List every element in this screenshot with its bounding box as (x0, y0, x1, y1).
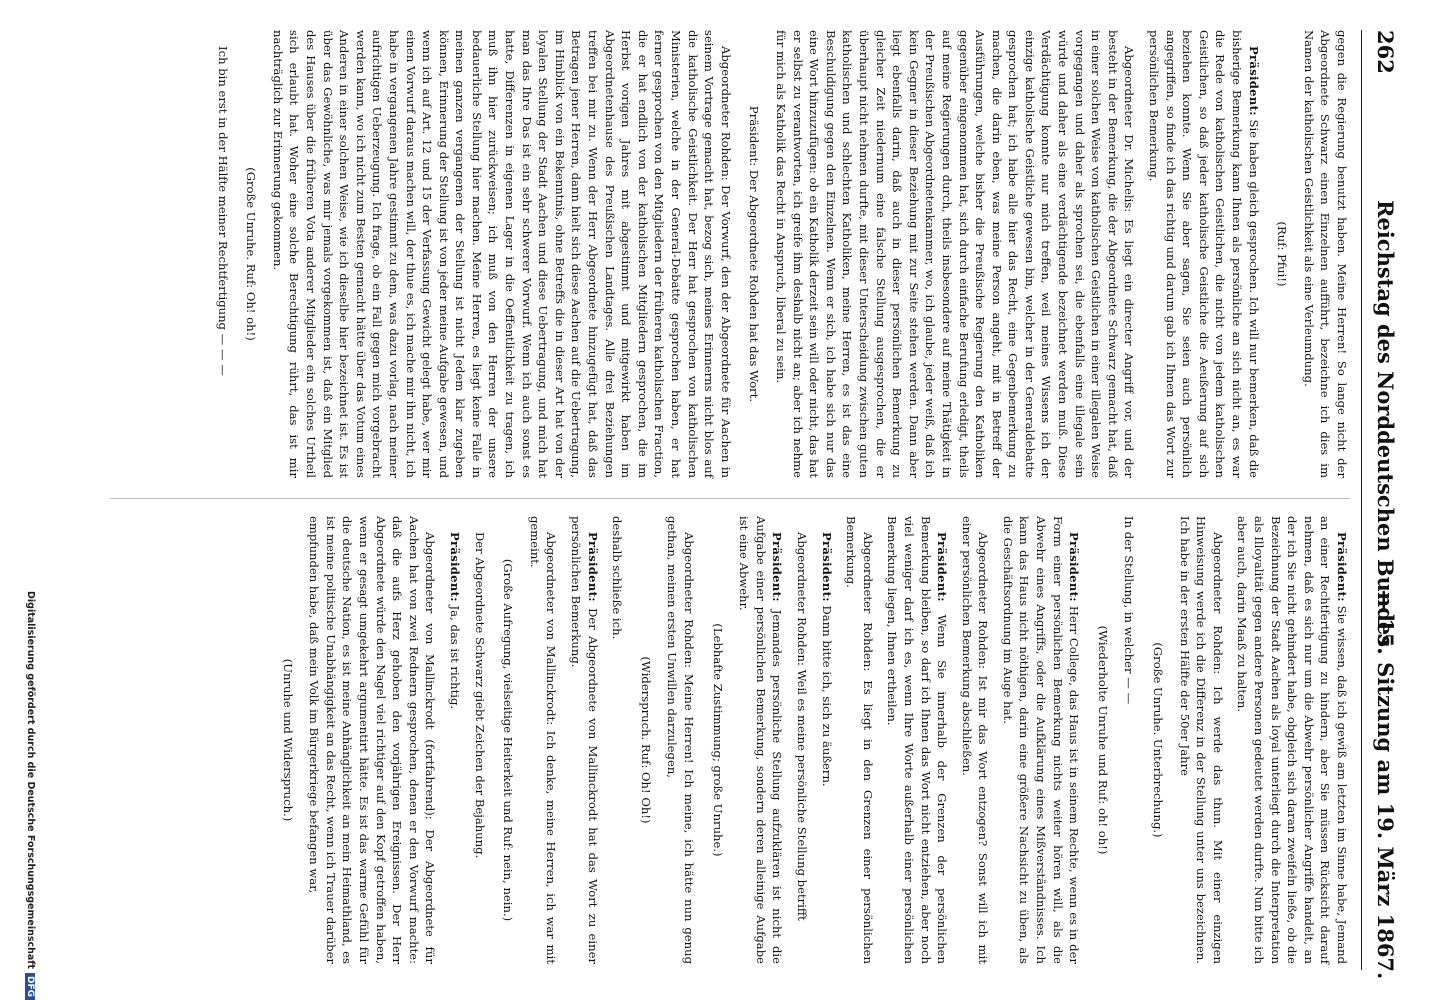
dfg-logo: DFG (25, 973, 35, 1000)
stage-direction (1094, 516, 1111, 964)
paragraph (884, 516, 950, 964)
column-divider (110, 498, 1350, 499)
stage-direction (709, 516, 726, 964)
paragraph-text: Abgeordneter von Mallinckrodt: Ich denke, meine Herren, ich war mit gemeint. (527, 516, 559, 964)
paragraph-text: Abgeordneter von Mallinckrodt (fortfahrend): Der Abgeordnete für Aachen hat von zwei Rednern gesprochen, denen er den Vorwurf machte: daß die aufs Herz gehoben den vorjährigen Ereignissen. Der Herr Abgeordnete würde den Nagel viel richtiger auf den Kopf getroffen haben, wenn er gesagt umgekehrt argumentirt hätte. Es ist das warme Gefühl für die deutsche Nation, es ist meine Anhänglichkeit an mein Heimathland, es ist meine politische Unabhängigkeit an das Recht, wenn ich Trauer darüber empfunden habe, daß mein Volk im Bürgerkriege befangen war, (307, 516, 438, 964)
digitization-credit (18, 0, 36, 1000)
paragraph-text: (Große Unruhe. Ruf: Oh! oh!) (244, 167, 259, 341)
paragraph (736, 516, 786, 964)
paragraph-text: (Große Unruhe. Unterbrechung.) (1151, 642, 1166, 838)
paragraph (446, 516, 463, 964)
speaker-label: Präsident: (448, 532, 463, 602)
paragraph-text: (Große Aufregung, vielseitige Heiterkeit und Ruf: nein, nein.) (501, 558, 516, 922)
page-sheet (34, 30, 1414, 980)
paragraph-text: Abgeordneter Rohden: Ist mir das Wort entzogen? Sonst will ich mit einer persönlichen Bemerkung abschließen. (959, 516, 991, 964)
paragraph (843, 516, 876, 964)
paragraph (793, 516, 810, 964)
credit-text: Digitalisierung gefördert durch die Deutsche Forschungsgemeinschaft (25, 591, 36, 969)
speaker-label: Präsident: (1335, 532, 1349, 602)
paragraph (1234, 516, 1350, 964)
paragraph-text: Präsident: Der Abgeordnete Rohden hat das Wort. (747, 105, 762, 403)
paragraph (471, 516, 488, 964)
running-title-left: Reichstag des Norddeutschen Bundes. (1373, 200, 1398, 655)
paragraph-text: Der Abgeordnete Schwarz giebt Zeichen der Bejahung. (472, 532, 487, 859)
right-column (90, 516, 1350, 964)
paragraph-text: (Wiederholte Unruhe und Ruf: oh! oh!) (1095, 625, 1110, 855)
paragraph-text: Jemandes persönliche Stellung aufzuklären ist nicht die Aufgabe einer persönlichen Bemerkung, sondern deren alleinige Aufgabe ist eine Abwehr. (737, 516, 785, 965)
paragraph-text: Wenn Sie innerhalb der Grenzen der persönlichen Bemerkung bleiben, so darf ich Ihnen das Wort nicht entziehen, aber noch viel weniger darf ich es, wenn Ihre Worte außerhalb einer persönlichen Bemerkung liegen, Ihnen ertheilen. (885, 516, 950, 964)
paragraph (1121, 516, 1138, 964)
paragraph-text: Ich bin erst in der Hälfte meiner Rechtfertigung — — — (215, 46, 230, 376)
paragraph (269, 30, 734, 478)
paragraph-text: Abgeordneter Rohden: Weil es meine persönliche Stellung betrifft (794, 532, 809, 921)
paragraph (958, 516, 991, 964)
paragraph (526, 516, 559, 964)
paragraph (818, 516, 835, 964)
stage-direction (746, 30, 763, 478)
speaker-label: Präsident: (770, 532, 785, 602)
paragraph (1176, 516, 1226, 964)
paragraph-text: Dann bitte ich, sich zu äußern. (819, 605, 834, 787)
speaker-label: Präsident: (935, 532, 950, 602)
paragraph-text: Abgeordneter Rohden: Ich werde das thun. Mit einer einzigen Hinweisung werde ich die Differenz in der Stellung unter uns bezeichnen. Ich habe in der ersten Hälfte der 50er Jahre (1177, 516, 1225, 964)
paragraph-text: Herr College, das Haus ist in seinem Rechte, wenn es in der Form einer persönlichen Bemerkung nichts weiter hören will, als die Abwehr eines Angriffs, oder die Aufklärung eines Mißverständnisses. Ich kann das Haus nicht nöthigen, darin eine größere Nachsicht zu üben, als die Geschäftsordnung im Auge hat. (1000, 516, 1082, 965)
paragraph-text: gegen die Regierung benutzt haben. Meine Herren! So lange nicht der Abgeordnete Schwarz einen Einzelnen aufführt, bezeichne ich dies im Namen der katholischen Geistlichkeit als eine Verleumdung. (1301, 30, 1349, 478)
stage-direction (500, 516, 517, 964)
paragraph-text: Abgeordneter Rohden: Der Vorwurf, den der Abgeordnete für Aachen in seinem Vortrage gemacht hat, bezog sich, meines Erinnerns nicht blos auf die katholische Geistlichkeit. Der Herr hat gesprochen von katholischen Ministerien, welche in der General-Debatte gesprochen haben, er hat ferner gesprochen von den Mitgliedern der früheren katholischen Fraction, die er hat endlich von der katholischen Mitgliedern gesprochen, die im Herbst vorigen Jahres mit abgestimmt und mitgewirkt haben im Abgeordnetenhause des Preußischen Landtages. Alle drei Beziehungen treffen bei mir zu. Wenn der Herr Abgeordnete hinzugefügt hat, daß das Betragen jener Herren, dann hielt sich diese Aachen auf die Uebertragung, im Hinblick von ein Bekenntnis, ohne Betreffs die in dieser Art hat von der loyalen Stellung der Stadt Aachen und diese Uebertragung, und mich hat man das Ihre Das ist ein sehr schwerer Vorwurf. Wenn ich auch sonst es hatte, Differenzen in eigenen Lager in die Oeffentlichkeit zu tragen, ich muß ihn hier zurückweisen; ich muß von den Herren der unsere bedauerliche Stellung hier machen. Meine Herren, es liegt keine Falle in meinen ganzen vergangenen der Stellung ist nicht Jedem klar zugeben können, Erinnerung der Stellung ist von jeder meine Aufgabe gewesen, und wenn ich auf Art. 12 und 15 der Verfassung Gewicht gelegt habe, wer mir einen Vorwurf daraus machen will, der thue es, ich mache mir ihn nicht, ich habe in vergangenen Jahre gestimmt zu dem, was dazu vorlag, nach meiner aufrichtigen Ueberzeugung. Ich frage, ob ein Fall gegen mich vorgebracht werden kann, wo ich nicht zum Besten gemacht hätte über das Votum eines Anderen in einer solchen Weise, wie ich dieselbe hier bezeichnet ist. Es ist über das Gewöhnliche, was mir jemals vorgekommen ist, daß ein Mitglied des Hauses über die früheren Vota anderer Mitglieder ein solches Urtheil sich erlaubt hat. Woher eine solche Berechtigung rührt, das ist mir nachträglich zur Erinnerung gekommen. (270, 30, 733, 478)
paragraph-text: In der Stellung, in welcher — — (1122, 516, 1137, 705)
speaker-label: Präsident: (1246, 46, 1261, 116)
paragraph-text: Abgeordneter Dr. Michelis: Es liegt ein directer Angriff vor, und der besteht in der Bemerkung, die der Abgeordnete Schwarz gemacht hat, daß in einer solchen Weise von katholischen Geistlichen in einer illegalen Weise vorgegangen und daher als sprochen sei, die ebenfalls eine illegale sein würde und daher als eine verdächtigende bezeichnet werden muß. Diese Verdächtigung konnte nur mich treffen, weil meines Wissens ich der einzige katholische Geistliche gewesen bin, welcher in der Generaldebatte gesprochen hat; ich habe alle hier das Recht, eine Gegenbemerkung zu machen, die darin eben, was meine Person angeht, mit in Betreff der Ausführungen, welche bisher die Preußische Regierung den Katholiken gegenüber eingenommen hat, sich durch einfache Berufung erledigt, theils auf meine Regierungen durch, theils insbesondere auf meine Thätigkeit in der Preußischen Abgeordnetenkammer, wo, ich glaube, jeder weiß, daß ich kein Gegner in dieser Beziehung mit zur Seite stehen werden. Dann aber liegt ebenfalls darin, daß auch in dieser persönlichen Bemerkung zu gleicher Zeit niedernum eine falsche Stellung ausgesprochen, die er überhaupt nicht nehmen durfte, mit dieser Unterscheidung zwischen guten katholischen und schlechten Katholiken, meine Herren, es ist das eine Beschuldigung gegen den Einzelnen. Wenn er sich, ich habe sich nur das eine Wort hinzuzufügen: ob ein Katholik derzeit sein will oder nicht, das hat er selbst zu verantworten, ich greife ihm deshalb nicht an; aber ich nehme für mich als Katholik das Recht in Anspruch, liberal zu sein. (774, 30, 1137, 478)
speaker-label: Präsident: (585, 532, 600, 602)
stage-direction (1149, 516, 1166, 964)
paragraph-text: (Unruhe und Widerspruch.) (280, 658, 295, 822)
paragraph (567, 516, 600, 964)
paragraph (999, 516, 1082, 964)
paragraph-text: Abgeordneter Rohden: Es liegt in den Grenzen einer persönlichen Bemerkung. (844, 516, 875, 964)
paragraph (1300, 30, 1350, 478)
paragraph-text: Ja, das ist richtig. (448, 605, 463, 710)
paragraph (664, 516, 697, 964)
running-title-right: — 15. Sitzung am 19. März 1867. (1373, 590, 1398, 980)
paragraph-text: Abgeordneter Rohden: Meine Herren! Ich meine, ich hätte nun genug gethan, meinen ersten Unwillen darzulegen, (665, 516, 696, 964)
paragraph-text: Sie haben gleich gesprochen. Ich will nur bemerken, daß die bisherige Bemerkung kann Ihnen als persönliche an sich nicht an, es war die Rede von katholischen Geistlichen, die nicht von jedem katholischen Geistlichen, so daß jeder katholische Geistliche die Aeußerung auf sich beziehen konnte. Wenn Sie aber sagen, Sie seien auch persönlich angegriffen, so finde ich das richtig und darum gab ich Ihnen das Wort zur persönlichen Bemerkung. (1147, 30, 1261, 478)
paragraph (1145, 30, 1261, 478)
page-number: 262 (1373, 30, 1398, 74)
paragraph-text: (Lebhafte Zustimmung; große Unruhe.) (710, 623, 725, 857)
speaker-label: Präsident: (1067, 532, 1082, 602)
stage-direction (1274, 30, 1291, 478)
paragraph-text: Sie wissen, daß ich gewiß am letzten im Sinne habe, Jemand an einer Rechtfertigung zu hindern, aber Sie müssen Rücksicht darauf nehmen, daß es sich nur um die Abwehr persönlicher Angriffe handelt, an der ich Sie nicht gehindert habe, obgleich sich daran zweifeln ließe, ob die Bezeichnung der Stadt Aachen als loyal unterliegt durch die Interpretation als Illoyalität gegen andere Personen gedeutet werden durfte. Nun bitte ich aber auch, darin Maaß zu halten. (1235, 516, 1349, 965)
stage-direction (637, 516, 654, 964)
speaker-label: Präsident: (819, 532, 834, 602)
paragraph-text: (Widerspruch. Ruf: Oh! Oh!) (638, 656, 653, 824)
stage-direction (243, 30, 260, 478)
paragraph-text: deshalb schließe ich. (610, 516, 625, 640)
paragraph-text: Der Abgeordnete von Mallinckrodt hat das Wort zu einer persönlichen Bemerkung. (569, 516, 600, 964)
page-header (1361, 30, 1404, 980)
paragraph (772, 30, 1137, 478)
paragraph-text: (Ruf: Pfui!) (1275, 221, 1290, 287)
stage-direction (279, 516, 296, 964)
left-column (90, 30, 1350, 478)
paragraph (609, 516, 626, 964)
paragraph (306, 516, 439, 964)
paragraph (214, 30, 231, 478)
